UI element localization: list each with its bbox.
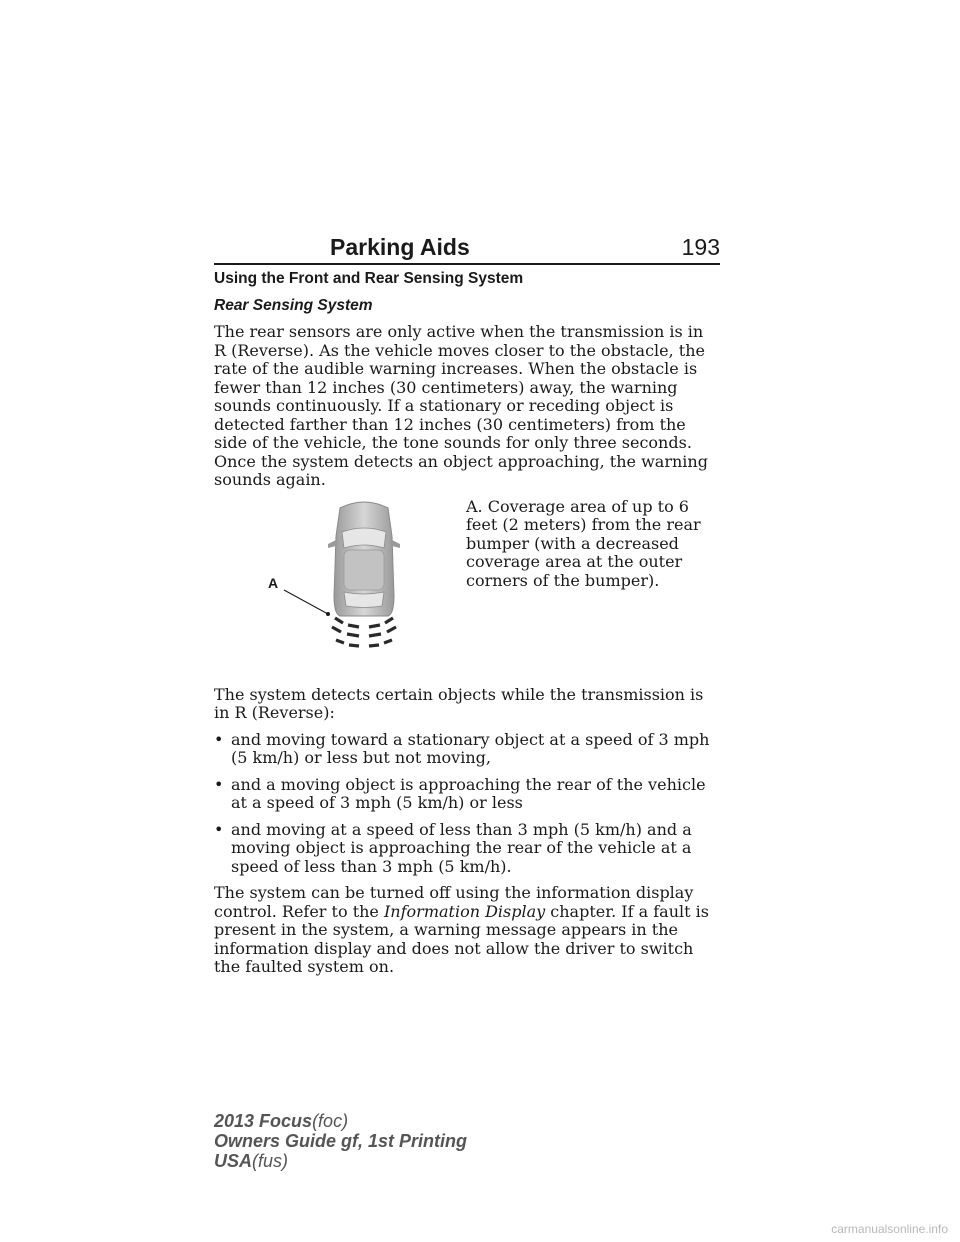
footer-line-market bbox=[214, 1151, 467, 1171]
condition-list bbox=[214, 731, 720, 877]
list-item-text: and a moving object is approaching the rear of the vehicle at a speed of 3 mph (5 km/h) or less bbox=[231, 774, 706, 812]
intro-paragraph: The rear sensors are only active when the transmission is in R (Reverse). As the vehicle moves closer to the obstacle, the rate of the audible warning increases. When the obstacle is fewer than 12 inches (30 centimeters) away, the warning sounds continuously. If a stationary or receding object is detected farther than 12 inches (30 centimeters) from the side of the vehicle, the tone sounds for only three seconds. Once the system detects an object approaching, the warning sounds again. bbox=[214, 322, 708, 489]
footer-market: USA bbox=[214, 1151, 253, 1171]
turn-off-paragraph bbox=[214, 884, 720, 977]
page-footer bbox=[214, 1111, 467, 1171]
figure-caption: A. Coverage area of up to 6 feet (2 meters) from the rear bumper (with a decreased coverage area at the outer corners of the bumper). bbox=[466, 496, 701, 590]
callout-a-leader bbox=[284, 590, 330, 616]
bullet-icon: • bbox=[214, 819, 224, 839]
bullet-icon: • bbox=[214, 774, 224, 794]
car-top-view-icon bbox=[328, 502, 400, 616]
callout-a-label: A bbox=[268, 574, 279, 591]
page-number: 193 bbox=[681, 234, 720, 260]
header-divider bbox=[214, 263, 720, 265]
list-item bbox=[214, 821, 720, 877]
section-heading: Using the Front and Rear Sensing System bbox=[214, 270, 524, 287]
footer-model-code: (foc) bbox=[312, 1111, 349, 1131]
footer-line-model bbox=[214, 1111, 467, 1131]
list-item bbox=[214, 731, 720, 768]
list-item-text: and moving at a speed of less than 3 mph (5 km/h) and a moving object is approaching the rear of the vehicle at a speed of less than 3 mph (5 km/h). bbox=[231, 819, 692, 876]
bullet-icon: • bbox=[214, 729, 224, 749]
information-display-reference: Information Display bbox=[383, 901, 546, 921]
footer-line-guide: Owners Guide gf, 1st Printing bbox=[214, 1131, 468, 1151]
sub-heading: Rear Sensing System bbox=[214, 296, 373, 314]
page-header bbox=[214, 232, 720, 262]
detection-paragraph: The system detects certain objects while the transmission is in R (Reverse): bbox=[214, 684, 704, 722]
footer-market-code: (fus) bbox=[252, 1151, 289, 1171]
turn-off-text-start: The system can be turned off using the information display control. Refer to the bbox=[214, 883, 694, 921]
watermark: carmanualsonline.info bbox=[831, 1222, 948, 1236]
rear-sensor-coverage-figure bbox=[264, 496, 454, 656]
page-content bbox=[214, 268, 720, 985]
figure-row bbox=[214, 498, 720, 676]
list-item-text: and moving toward a stationary object at a speed of 3 mph (5 km/h) or less but not moving, bbox=[231, 729, 710, 767]
sensor-coverage-arcs bbox=[332, 618, 396, 646]
footer-model: 2013 Focus bbox=[214, 1111, 313, 1131]
list-item bbox=[214, 776, 720, 813]
turn-off-text-end: chapter. If a fault is present in the system, a warning message appears in the information display and does not allow the driver to switch the faulted system on. bbox=[214, 901, 709, 976]
page-title: Parking Aids bbox=[330, 234, 470, 260]
